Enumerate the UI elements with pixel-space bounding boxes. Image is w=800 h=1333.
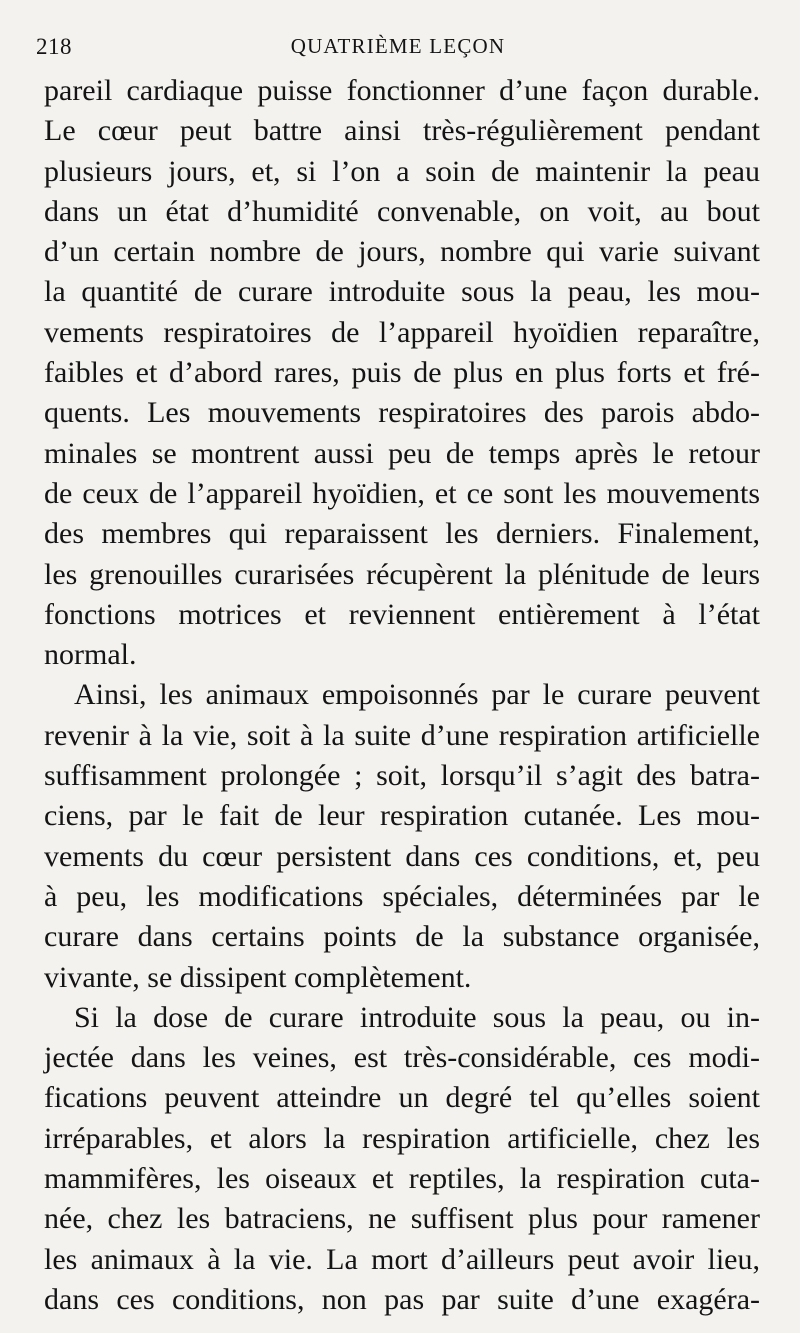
text-line: curare dans certains points de la substance organisée, [44,920,760,954]
paragraph [44,998,760,1320]
text-line: mammifères, les oiseaux et reptiles, la respiration cuta- [44,1162,760,1196]
page-header [36,34,760,64]
text-line: d’un certain nombre de jours, nombre qui varie suivant [44,235,760,269]
text-line: fications peuvent atteindre un degré tel qu’elles soient [44,1081,760,1115]
text-line: des membres qui reparaissent les derniers. Finalement, [44,517,760,551]
text-line: née, chez les batraciens, ne suffisent plus pour ramener [44,1202,760,1236]
text-line: ciens, par le fait de leur respiration cutanée. Les mou- [44,799,760,833]
text-line: irréparables, et alors la respiration artificielle, chez les [44,1121,760,1155]
text-line: pareil cardiaque puisse fonctionner d’une façon durable. [44,74,760,107]
text-line: minales se montrent aussi peu de temps après le retour [44,436,760,470]
text-line: Ainsi, les animaux empoisonnés par le curare peuvent [74,678,760,712]
text-line: jectée dans les veines, est très-considérable, ces modi- [44,1041,760,1075]
body-text [44,71,760,1320]
text-line: quents. Les mouvements respiratoires des parois abdo- [44,396,760,430]
text-line: faibles et d’abord rares, puis de plus en plus forts et fré- [44,356,760,390]
text-line: les grenouilles curarisées récupèrent la plénitude de leurs [44,557,760,591]
text-line: Si la dose de curare introduite sous la peau, ou in- [74,1000,760,1034]
text-line: vivante, se dissipent complètement. [44,960,472,994]
text-line: à peu, les modifications spéciales, déterminées par le [44,879,760,913]
paragraph [44,71,760,675]
text-line: dans ces conditions, non pas par suite d’une exagéra- [44,1282,760,1316]
text-line: suffisamment prolongée ; soit, lorsqu’il s’agit des batra- [44,759,760,793]
text-line: les animaux à la vie. La mort d’ailleurs peut avoir lieu, [44,1242,760,1276]
paragraph [44,675,760,997]
text-line: vements du cœur persistent dans ces conditions, et, peu [44,839,760,873]
text-line: Le cœur peut battre ainsi très-régulièrement pendant [44,114,760,148]
text-line: de ceux de l’appareil hyoïdien, et ce sont les mouvements [44,476,760,510]
running-head: QUATRIÈME LEÇON [290,34,506,58]
text-line: dans un état d’humidité convenable, on voit, au bout [44,194,760,228]
text-line: normal. [44,638,137,672]
page-number: 218 [36,34,72,59]
text-line: revenir à la vie, soit à la suite d’une respiration artificielle [44,718,760,752]
text-line: plusieurs jours, et, si l’on a soin de maintenir la peau [44,154,760,188]
text-line: fonctions motrices et reviennent entièrement à l’état [44,597,760,631]
text-line: la quantité de curare introduite sous la peau, les mou- [44,275,760,309]
text-line: vements respiratoires de l’appareil hyoïdien reparaître, [44,315,760,349]
